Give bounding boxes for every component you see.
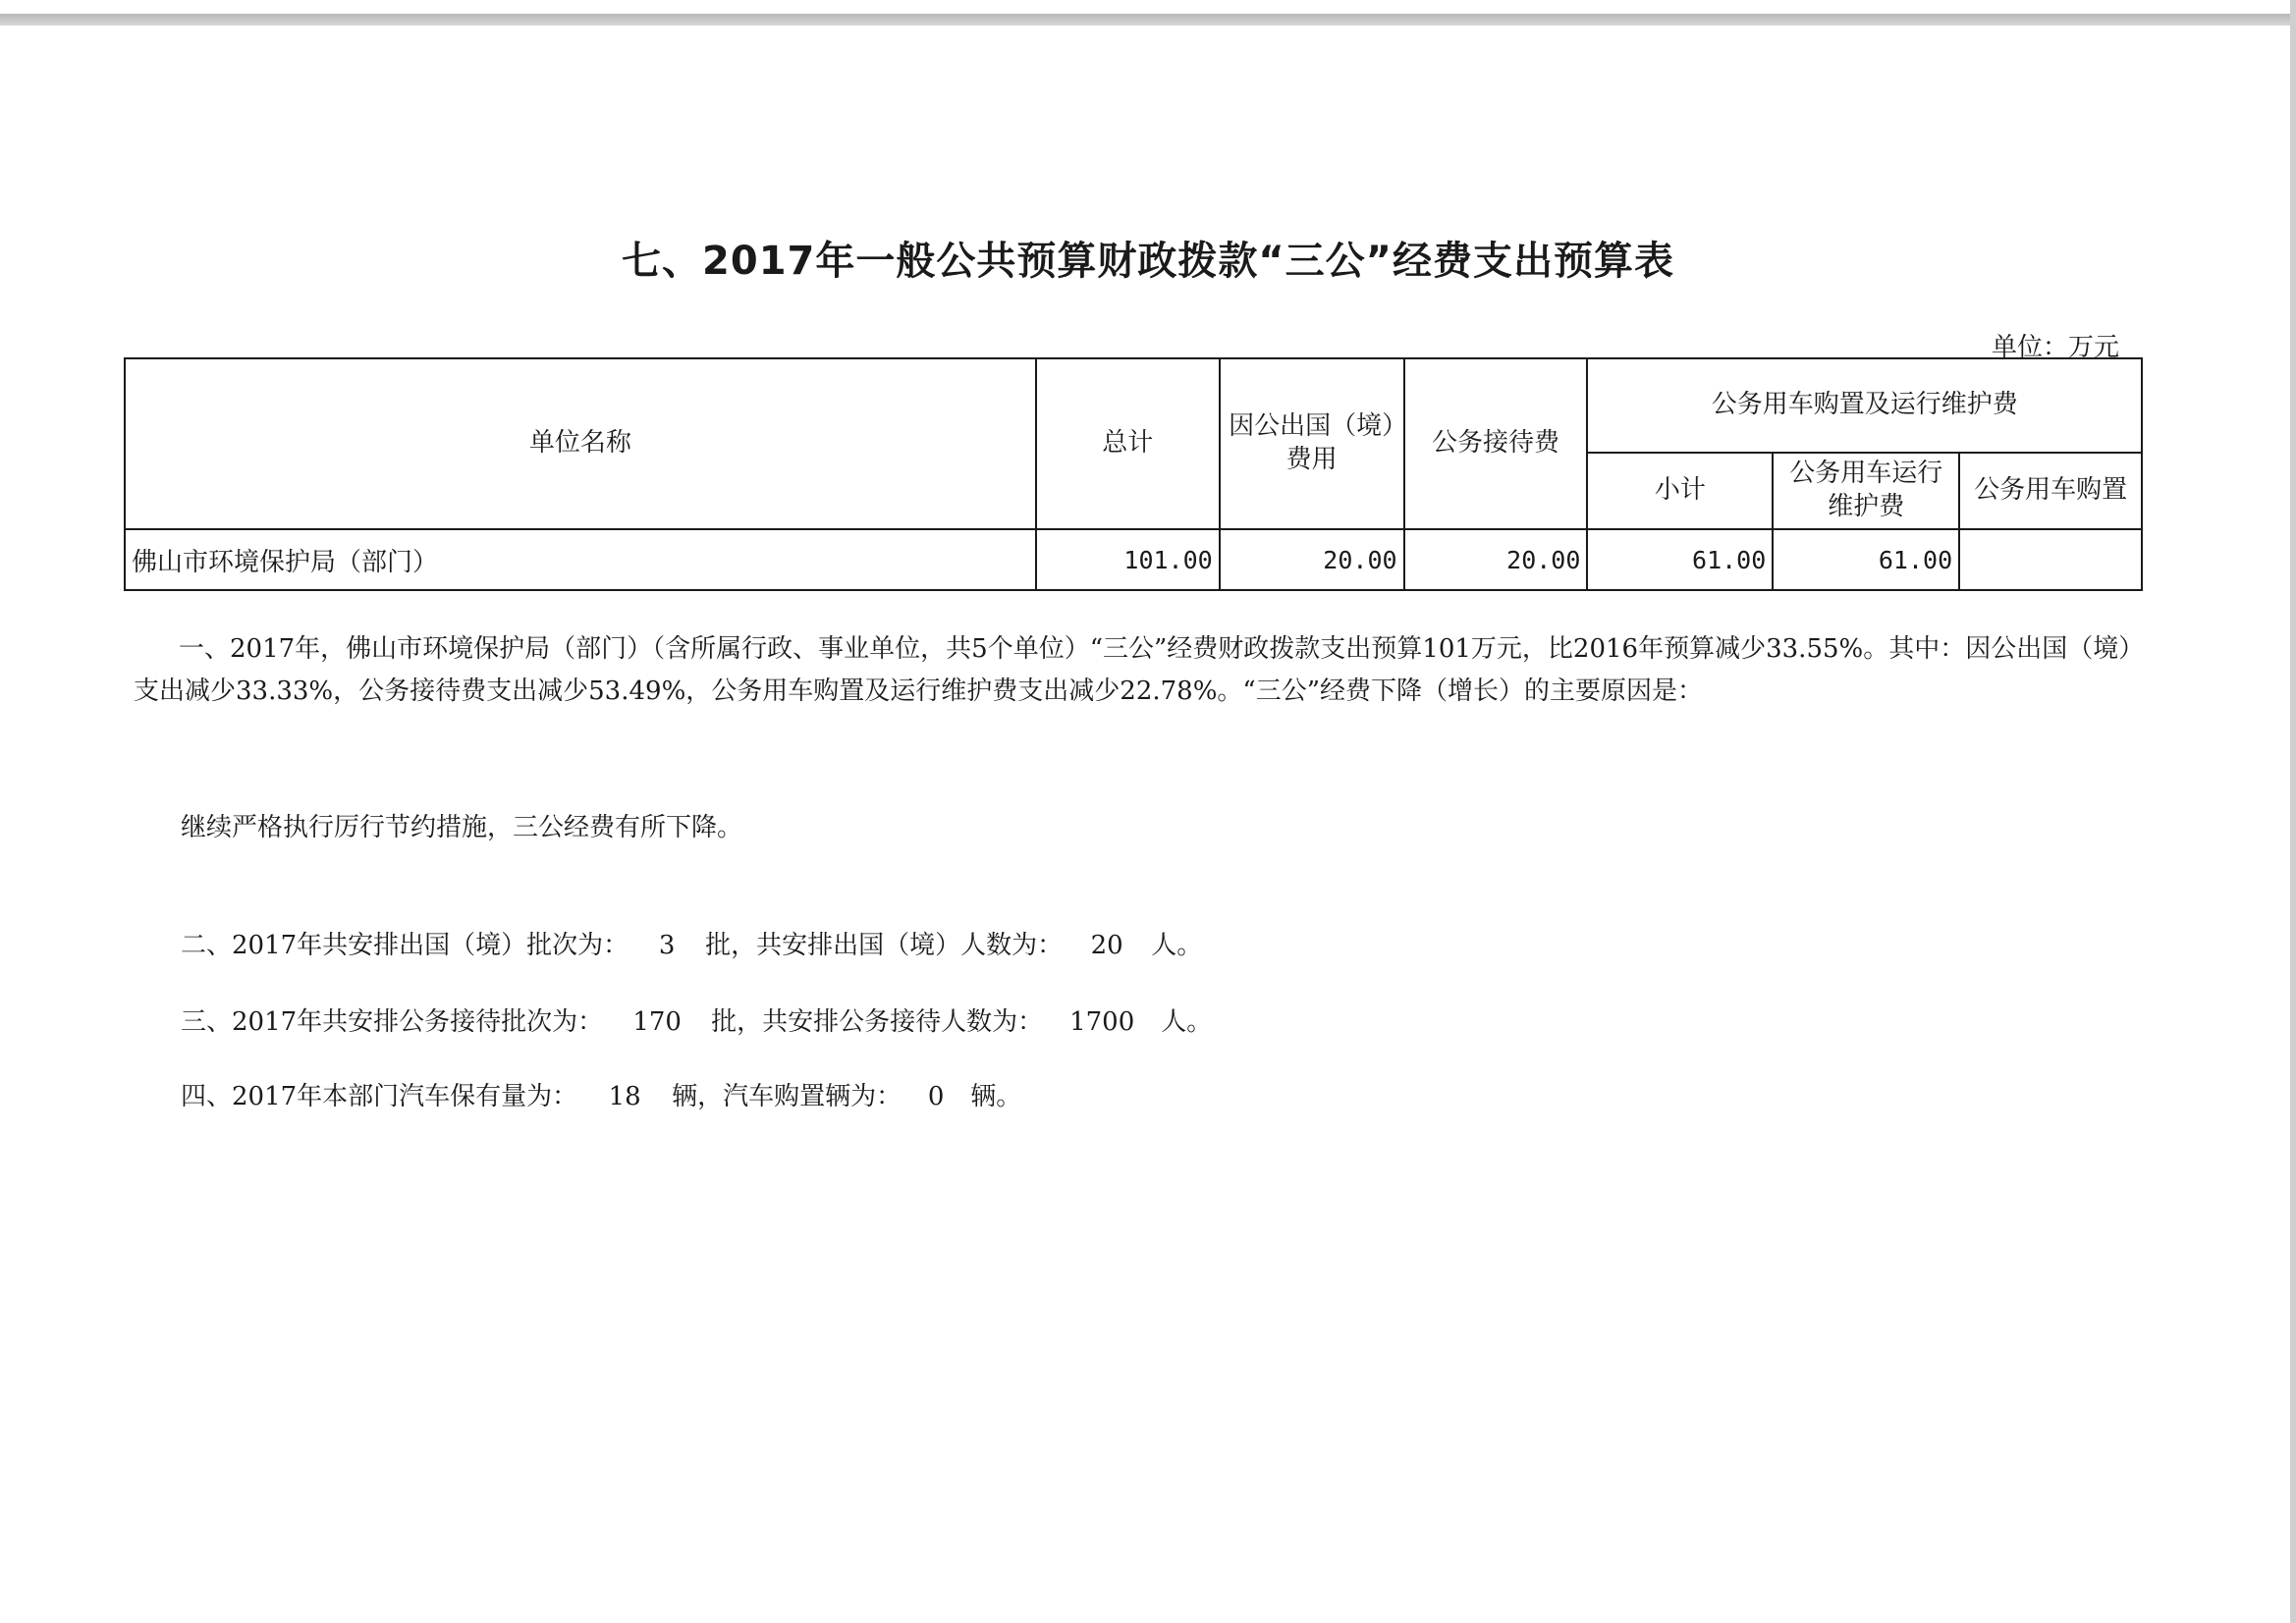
header-total: 总计 — [1036, 358, 1220, 529]
cell-reception: 20.00 — [1404, 529, 1588, 590]
note-summary-paragraph: 一、2017年，佛山市环境保护局（部门）（含所属行政、事业单位，共5个单位）“三公”经费财政拨款支出预算101万元，比2016年预算减少33.55%。其中：因公出国（境）支出减少33.33%，公务接待费支出减少53.49%，公务用车购置及运行维护费支出减少22.78%。“三公”经费下降（增长）的主要原因是： — [134, 634, 2132, 706]
cell-vehicle-purchase — [1959, 529, 2142, 590]
cell-unit-name: 佛山市环境保护局（部门） — [125, 529, 1036, 590]
table-header-row — [125, 358, 2142, 453]
note-reception-stats — [181, 1001, 1212, 1038]
note-abroad-stats — [181, 925, 1202, 961]
table-row — [125, 529, 2142, 590]
header-subtotal: 小计 — [1587, 453, 1773, 529]
header-vehicle-operation: 公务用车运行维护费 — [1773, 453, 1959, 529]
header-vehicle-group: 公务用车购置及运行维护费 — [1587, 358, 2142, 453]
abroad-suffix: 人。 — [1151, 931, 1203, 960]
reception-prefix: 三、2017年共安排公务接待批次为： — [181, 1007, 604, 1037]
reception-batches: 170 — [632, 1007, 682, 1037]
vehicle-purchased: 0 — [927, 1082, 945, 1111]
cell-total: 101.00 — [1036, 529, 1220, 590]
cell-vehicle-operation: 61.00 — [1773, 529, 1959, 590]
header-unit-name: 单位名称 — [125, 358, 1036, 529]
header-abroad: 因公出国（境）费用 — [1220, 358, 1404, 529]
header-reception: 公务接待费 — [1404, 358, 1588, 529]
unit-label: 单位：万元 — [1992, 333, 2120, 362]
abroad-prefix: 二、2017年共安排出国（境）批次为： — [181, 931, 629, 960]
note-vehicle-stats — [181, 1076, 1021, 1112]
reception-suffix: 人。 — [1161, 1007, 1213, 1037]
cell-subtotal: 61.00 — [1587, 529, 1773, 590]
vehicle-count: 18 — [608, 1082, 641, 1111]
header-vehicle-purchase: 公务用车购置 — [1959, 453, 2142, 529]
page-title: 七、2017年一般公共预算财政拨款“三公”经费支出预算表 — [622, 239, 1674, 284]
cell-abroad: 20.00 — [1220, 529, 1404, 590]
note-reason: 继续严格执行厉行节约措施，三公经费有所下降。 — [181, 813, 743, 842]
abroad-batches: 3 — [658, 931, 676, 960]
abroad-people: 20 — [1090, 931, 1123, 960]
reception-people: 1700 — [1069, 1007, 1135, 1037]
abroad-mid: 批，共安排出国（境）人数为： — [705, 931, 1064, 960]
budget-table — [124, 357, 2143, 591]
vehicle-suffix: 辆。 — [970, 1082, 1022, 1111]
notes-section — [134, 628, 2137, 713]
vehicle-prefix: 四、2017年本部门汽车保有量为： — [181, 1082, 578, 1111]
reception-mid: 批，共安排公务接待人数为： — [711, 1007, 1044, 1037]
vehicle-mid: 辆，汽车购置辆为： — [672, 1082, 902, 1111]
scan-top-edge — [0, 14, 2296, 26]
